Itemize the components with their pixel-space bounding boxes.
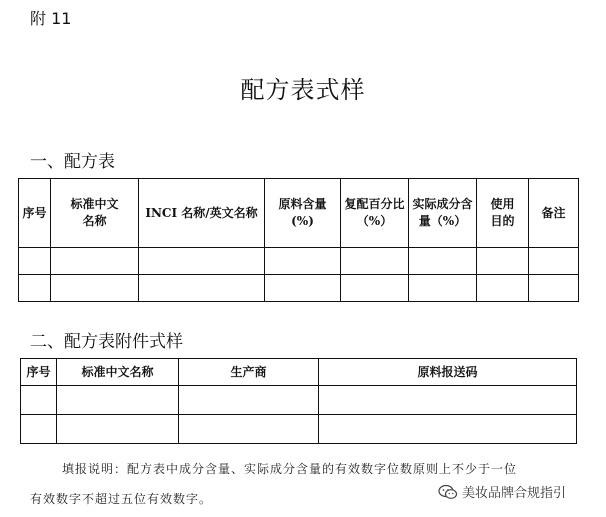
col-header-manufacturer: 生产商 — [179, 359, 319, 386]
formula-table — [18, 178, 579, 302]
watermark-text: 美妆品牌合规指引 — [462, 486, 567, 501]
appendix-label: 附 11 — [30, 9, 72, 28]
section-title-formula-attachment: 二、配方表附件式样 — [30, 332, 183, 352]
note-line-2: 有效数字不超过五位有效数字。 — [30, 492, 213, 506]
table-header-row — [21, 359, 577, 386]
col-header-submission-code: 原料报送码 — [319, 359, 577, 386]
table-row — [19, 248, 579, 275]
section-title-formula-table: 一、配方表 — [30, 152, 115, 172]
watermark — [438, 482, 566, 501]
table-header-row — [19, 179, 579, 248]
table-row — [21, 415, 577, 444]
col-header-purpose: 使用目的 — [477, 179, 529, 248]
col-header-index: 序号 — [19, 179, 51, 248]
col-header-raw-content: 原料含量(%) — [265, 179, 341, 248]
col-header-chinese-name: 标准中文名称 — [57, 359, 179, 386]
col-header-index: 序号 — [21, 359, 57, 386]
document-title: 配方表式样 — [240, 76, 366, 104]
col-header-inci-name: INCI 名称/英文名称 — [139, 179, 265, 248]
formula-attachment-table — [20, 358, 577, 444]
col-header-remarks: 备注 — [529, 179, 579, 248]
col-header-chinese-name: 标准中文名称 — [51, 179, 139, 248]
table-row — [19, 275, 579, 302]
table-row — [21, 386, 577, 415]
col-header-compound-percent: 复配百分比（%） — [341, 179, 409, 248]
note-line-1: 填报说明：配方表中成分含量、实际成分含量的有效数字位数原则上不少于一位 — [62, 462, 518, 476]
col-header-actual-content: 实际成分含量（%） — [409, 179, 477, 248]
wechat-icon — [438, 484, 458, 500]
